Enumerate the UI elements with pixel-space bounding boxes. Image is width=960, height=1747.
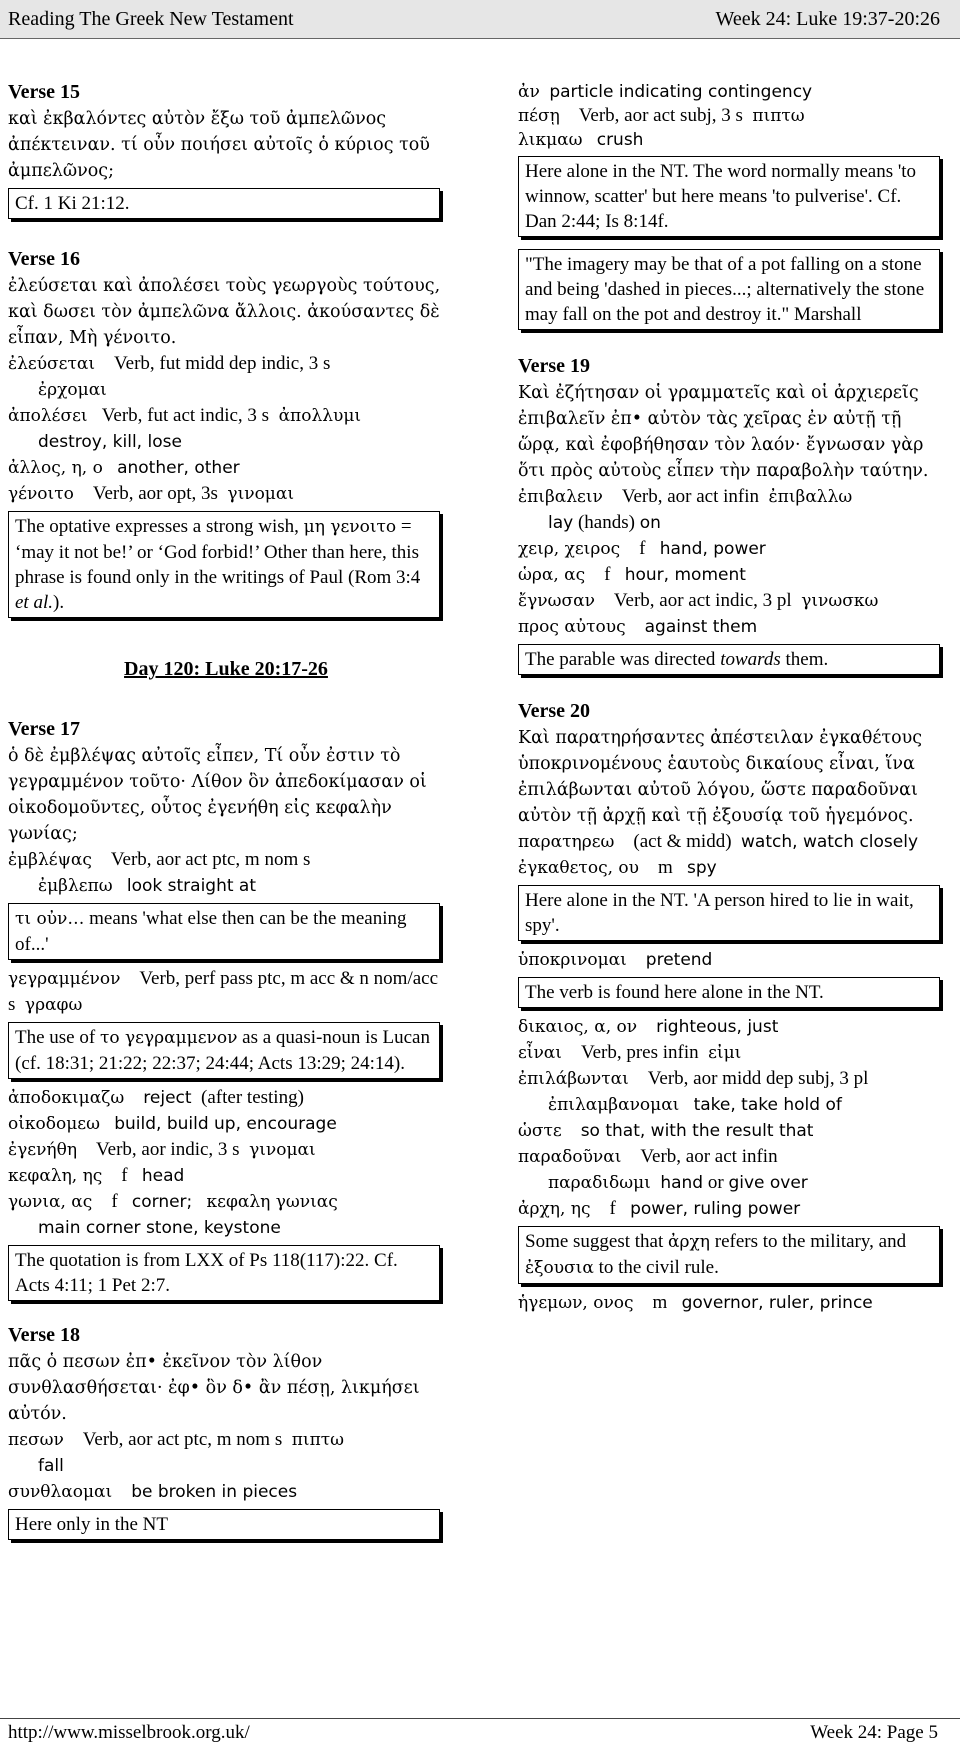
header-week: Week 24: Luke 19:37-20:26 [715, 8, 940, 30]
verse-text: ὁ δὲ ἐμβλέψας αὐτοῖς εἶπεν, Τί οὖν ἐστιν τὸ γεγραμμένον τοῦτο· Λίθον ὃν ἀπεδοκίμασαν οἱ οἰκοδομοῦντες, οὗτος ἐγενήθη εἰς κεφαλὴν γωνίας; [8, 746, 427, 844]
note-box: The verb is found here alone in the NT. [518, 977, 940, 1008]
footer-page: Week 24: Page 5 [810, 1722, 938, 1743]
vocab-entry: ἀν particle indicating contingency [518, 82, 813, 102]
verse-heading: Verse 18 [8, 1324, 81, 1346]
note-box: "The imagery may be that of a pot falling on a stone and being 'dashed in pieces...; alternatively the stone may fall on the pot and destroy it." Marshall [518, 249, 940, 330]
verse-heading: Verse 19 [518, 355, 591, 377]
vocab-entry: λικμαω crush [518, 130, 644, 150]
note-box: Some suggest that ἀρχη refers to the military, and ἐξουσια to the civil rule. [518, 1226, 940, 1284]
vocab-entry: κεφαλη, ης f head [8, 1165, 185, 1186]
note-box: Here only in the NT [8, 1509, 440, 1540]
verse-text: ἐλεύσεται καὶ ἀπολέσει τοὺς γεωργοὺς τούτους, καὶ δωσει τὸν ἀμπελῶνα ἄλλοις. ἀκούσαντες δὲ εἶπαν, Μὴ γένοιτο. [8, 276, 441, 348]
verse-heading: Verse 15 [8, 81, 81, 103]
vocab-entry: συνθλαομαι be broken in pieces [8, 1482, 298, 1502]
note-box: Here alone in the NT. The word normally means 'to winnow, scatter' but here means 'to pulverise'. Cf. Dan 2:44; Is 8:14f. [518, 156, 940, 237]
page-footer [0, 1718, 960, 1747]
vocab-entry: ἔγνωσαν Verb, aor act indic, 3 pl γινωσκω [518, 590, 879, 611]
vocab-entry: ἡγεμων, ονος m governor, ruler, prince [518, 1292, 873, 1313]
vocab-entry: χειρ, χειρος f hand, power [518, 538, 766, 559]
vocab-entry: παραδοῦναι Verb, aor act infin παραδιδωμι hand or give over [518, 1146, 808, 1193]
verse-text: Καὶ παρατηρήσαντες ἀπέστειλαν ἐγκαθέτους ὑποκρινομένους ἑαυτοὺς δικαίους εἶναι, ἵνα ἐπιλάβωνται αὐτοῦ λόγου, ὥστε παραδοῦναι αὐτὸν τῇ ἀρχῇ καὶ τῇ ἐξουσίᾳ τοῦ ἡγεμόνος. [518, 728, 923, 826]
day-heading: Day 120: Luke 20:17-26 [124, 658, 328, 680]
note-box: The parable was directed towards them. [518, 644, 940, 675]
vocab-entry: παρατηρεω (act & midd) watch, watch closely [518, 831, 919, 852]
vocab-entry: εἶναι Verb, pres infin εἰμι [518, 1042, 742, 1063]
verse-text: πᾶς ὁ πεσων ἐπ• ἐκεῖνον τὸν λίθον συνθλασθήσεται· ἐφ• ὃν δ• ἂν πέσῃ, λικμήσει αὐτόν. [8, 1352, 420, 1424]
vocab-entry: δικαιος, α, ον righteous, just [518, 1017, 779, 1037]
vocab-entry: ἀποδοκιμαζω reject (after testing) [8, 1087, 304, 1108]
vocab-entry: πεσων Verb, aor act ptc, m nom s πιπτω fall [8, 1429, 345, 1476]
vocab-entry: ὡρα, ας f hour, moment [518, 564, 746, 585]
vocab-entry: προς αὐτους against them [518, 617, 758, 637]
verse-heading: Verse 16 [8, 248, 81, 270]
note-box: Cf. 1 Ki 21:12. [8, 188, 440, 219]
vocab-entry: ἐπιλάβωνται Verb, aor midd dep subj, 3 pl ἐπιλαμβανομαι take, take hold of [518, 1068, 869, 1115]
note-box: Here alone in the NT. 'A person hired to lie in wait, spy'. [518, 885, 940, 941]
left-column [8, 80, 444, 1546]
vocab-entry: ἐγενήθη Verb, aor indic, 3 s γινομαι [8, 1139, 316, 1160]
verse-heading: Verse 17 [8, 718, 81, 740]
verse-text: καὶ ἐκβαλόντες αὐτὸν ἔξω τοῦ ἀμπελῶνος ἀπέκτειναν. τί οὖν ποιήσει αὐτοῖς ὁ κύριος τοῦ ἀμπελῶνος; [8, 109, 430, 181]
vocab-entry: ὑποκρινομαι pretend [518, 950, 713, 970]
right-column [518, 80, 944, 1316]
vocab-entry: γένοιτο Verb, aor opt, 3s γινομαι [8, 483, 294, 504]
note-box: The quotation is from LXX of Ps 118(117):22. Cf. Acts 4:11; 1 Pet 2:7. [8, 1245, 440, 1301]
vocab-entry: πέσῃ Verb, aor act subj, 3 s πιπτω [518, 105, 805, 126]
vocab-entry: ἐγκαθετος, ου m spy [518, 857, 717, 878]
vocab-entry: ὡστε so that, with the result that [518, 1121, 814, 1141]
verse-text: Καὶ ἐζήτησαν οἱ γραμματεῖς καὶ οἱ ἀρχιερεῖς ἐπιβαλεῖν ἐπ• αὐτὸν τὰς χεῖρας ἐν αὐτῇ τῇ ὥρᾳ, καὶ ἐφοβήθησαν τὸν λαόν· ἔγνωσαν γὰρ ὅτι πρὸς αὐτοὺς εἶπεν τὴν παραβολὴν ταύτην. [518, 383, 929, 481]
vocab-entry: ἐπιβαλειν Verb, aor act infin ἐπιβαλλω lay (hands) on [518, 486, 853, 533]
note-box: The use of το γεγραμμενον as a quasi-noun is Lucan (cf. 18:31; 21:22; 22:37; 24:44; Acts 13:29; 24:14). [8, 1022, 440, 1079]
vocab-entry: ἐλεύσεται Verb, fut midd dep indic, 3 s ἐρχομαι [8, 353, 331, 400]
vocab-entry: οἰκοδομεω build, build up, encourage [8, 1114, 337, 1134]
vocab-entry: γεγραμμένον Verb, perf pass ptc, m acc & n nom/acc s γραφω [8, 968, 439, 1015]
page-header [0, 0, 960, 39]
note-box: The optative expresses a strong wish, μη γενοιτο = ‘may it not be!’ or ‘God forbid!’ Other than here, this phrase is found only in the writings of Paul (Rom 3:4 et al.). [8, 511, 440, 618]
vocab-entry: ἐμβλέψας Verb, aor act ptc, m nom s ἐμβλεπω look straight at [8, 849, 311, 896]
vocab-entry: ἀπολέσει Verb, fut act indic, 3 s ἀπολλυμι destroy, kill, lose [8, 405, 362, 452]
vocab-entry: γωνια, ας f corner; κεφαλη γωνιας main corner stone, keystone [8, 1191, 338, 1238]
vocab-entry: ἀλλος, η, ο another, other [8, 458, 240, 478]
footer-url[interactable]: http://www.misselbrook.org.uk/ [8, 1722, 250, 1743]
verse-heading: Verse 20 [518, 700, 591, 722]
header-title: Reading The Greek New Testament [8, 8, 294, 30]
note-box: τι οὐν… means 'what else then can be the meaning of...' [8, 903, 440, 960]
vocab-entry: ἀρχη, ης f power, ruling power [518, 1198, 801, 1219]
